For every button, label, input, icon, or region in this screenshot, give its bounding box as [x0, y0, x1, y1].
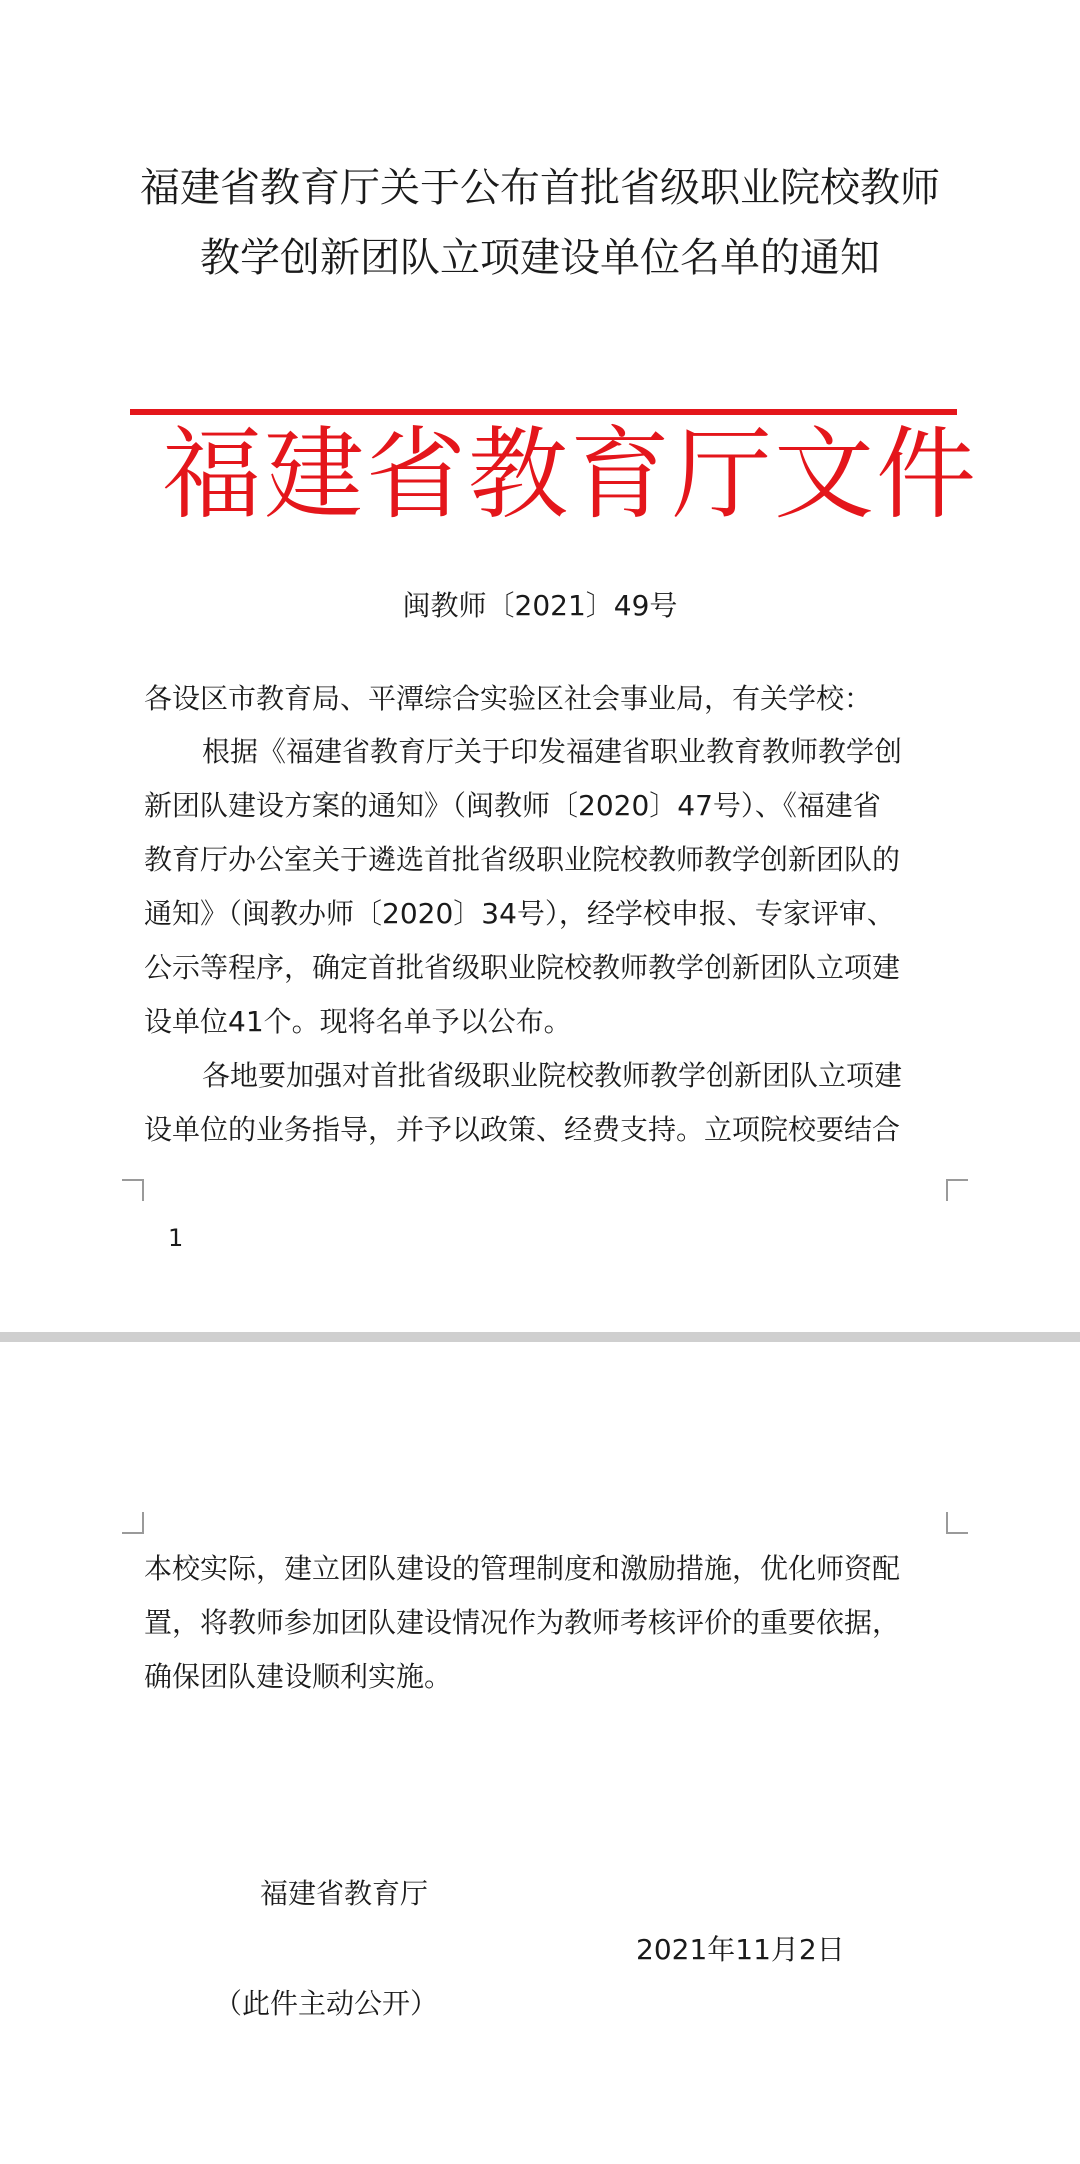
- page-corner-mark-top-right: [946, 1512, 968, 1534]
- disclosure-note: （此件主动公开）: [214, 1987, 439, 2020]
- paragraph-2-line-2: 设单位的业务指导，并予以政策、经费支持。立项院校要结合: [144, 1113, 901, 1146]
- paragraph-2-line-3: 本校实际，建立团队建设的管理制度和激励措施，优化师资配: [144, 1552, 901, 1585]
- document-number: 闽教师〔2021〕49号: [402, 589, 678, 622]
- page-number: 1: [168, 1224, 184, 1252]
- document-title-line-1: 福建省教育厅关于公布首批省级职业院校教师: [140, 165, 940, 211]
- paragraph-1-line-4: 通知》（闽教办师〔2020〕34号），经学校申报、专家评审、: [144, 897, 895, 930]
- signature: 福建省教育厅: [260, 1877, 429, 1910]
- paragraph-1-line-5: 公示等程序，确定首批省级职业院校教师教学创新团队立项建: [144, 951, 901, 984]
- page-corner-mark-top-left: [122, 1512, 144, 1534]
- paragraph-1-line-1: 根据《福建省教育厅关于印发福建省职业教育教师教学创: [202, 735, 903, 768]
- page-corner-mark-bottom-left: [122, 1179, 144, 1201]
- masthead: 福建省教育厅文件: [162, 416, 978, 533]
- paragraph-2-line-1: 各地要加强对首批省级职业院校教师教学创新团队立项建: [202, 1059, 903, 1092]
- issue-date: 2021年11月2日: [636, 1933, 845, 1966]
- paragraph-1-line-3: 教育厅办公室关于遴选首批省级职业院校教师教学创新团队的: [144, 843, 901, 876]
- paragraph-2-line-4: 置，将教师参加团队建设情况作为教师考核评价的重要依据，: [144, 1606, 901, 1639]
- paragraph-1-line-2: 新团队建设方案的通知》（闽教师〔2020〕47号）、《福建省: [144, 789, 881, 822]
- document-title-line-2: 教学创新团队立项建设单位名单的通知: [200, 235, 880, 281]
- page-separator: [0, 1332, 1080, 1342]
- salutation: 各设区市教育局、平潭综合实验区社会事业局，有关学校：: [144, 682, 873, 715]
- paragraph-2-line-5: 确保团队建设顺利实施。: [144, 1660, 453, 1693]
- paragraph-1-line-6: 设单位41个。现将名单予以公布。: [144, 1005, 572, 1038]
- page-corner-mark-bottom-right: [946, 1179, 968, 1201]
